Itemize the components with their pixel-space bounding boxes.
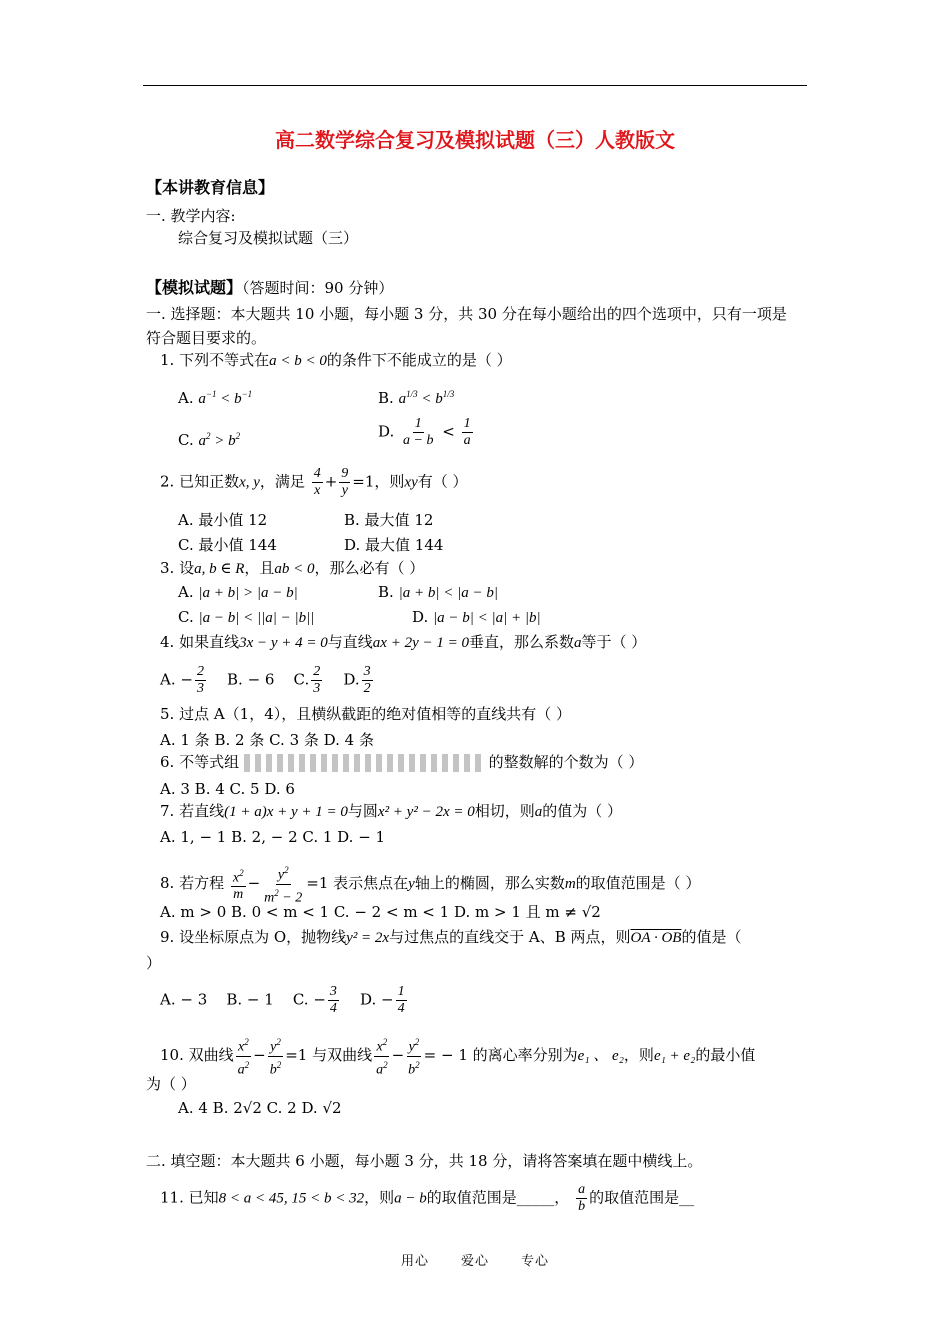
q9-a-label: A. − 3	[160, 990, 208, 1009]
q5-options: A. 1 条 B. 2 条 C. 3 条 D. 4 条	[160, 731, 374, 749]
q1-option-c: C. $a^2 > b^2$	[178, 431, 241, 449]
footer-c: 专心	[521, 1254, 550, 1269]
q1-c-label: C.	[178, 431, 194, 449]
info-content: 综合复习及模拟试题（三）	[178, 229, 359, 247]
exam-time: （答题时间：90 分钟）	[242, 279, 394, 297]
q3-b-expr: |a + b| < |a − b|	[398, 585, 498, 601]
q8-stem-b: =1 表示焦点在	[306, 874, 409, 893]
q3-cond: ab < 0	[274, 561, 315, 577]
q3-stem-a: 3. 设	[160, 559, 195, 577]
q3-option-a	[178, 582, 298, 603]
q1-stem-a: 1. 下列不等式在	[160, 351, 270, 369]
q9-d-label: D. −	[359, 990, 394, 1009]
q7-circle: x² + y² − 2x = 0	[377, 804, 475, 820]
q3-stem	[160, 558, 424, 579]
part1-intro-a: 一. 选择题：本大题共 10 小题，每小题 3 分，共 30 分在每小题给出的四个选项中，只有一项是	[146, 305, 787, 323]
q5-stem: 5. 过点 A（1，4），且横纵截距的绝对值相等的直线共有（ ）	[160, 705, 572, 723]
q9-stem	[160, 927, 742, 948]
q7-stem-b: 与圆	[347, 802, 378, 820]
q11-cond: 8 < a < 45, 15 < b < 32	[218, 1190, 365, 1207]
q7-options: A. 1, − 1 B. 2, − 2 C. 1 D. − 1	[160, 828, 386, 846]
q10-stem-d: ，则	[623, 1046, 654, 1065]
q1-d-label: D.	[378, 422, 395, 441]
q4-a-label: A. −	[160, 670, 193, 689]
q8-stem: 8. 若方程 $\frac{x^2}{m}$ − $\frac{y^2}{m^2 - 2}$ =1 表示焦点在y轴上的椭圆，那么实数m的取值范围是（ ）	[160, 862, 700, 906]
q8-stem-a: 8. 若方程	[160, 874, 225, 893]
q7-stem-a: 7. 若直线	[160, 802, 225, 820]
q1-stem-b: 的条件下不能成立的是（ ）	[326, 351, 512, 369]
q9-c-label: C. −	[292, 990, 326, 1009]
q2-stem: 2. 已知正数x, y，满足 $\frac{4}{x}$ + $\frac{9}{y}$ =1，则xy有（ ）	[160, 466, 468, 498]
q7-stem-c: 相切，则	[474, 802, 535, 820]
info-item: 一. 教学内容:	[146, 207, 236, 225]
q4-c-label: C.	[293, 670, 310, 689]
q3-c-label: C.	[178, 608, 194, 626]
q10-stem-b: =1 与双曲线	[285, 1046, 373, 1065]
q3-d-label: D.	[412, 608, 429, 626]
exam-heading-line	[146, 278, 393, 298]
q4-stem-b: 与直线	[327, 633, 373, 651]
q1-b-label: B.	[378, 389, 394, 407]
q2-option-a: A. 最小值 12	[178, 511, 268, 529]
q4-d-label: D.	[343, 670, 360, 689]
q11-stem-b: ，则	[364, 1188, 395, 1207]
q8-options: A. m > 0 B. 0 < m < 1 C. − 2 < m < 1 D. m > 1 且 m ≠ √2	[160, 903, 601, 921]
q7-a: a	[534, 804, 543, 820]
q3-set: a, b ∈ R	[194, 561, 245, 577]
q4-stem-d: 等于（ ）	[581, 633, 647, 651]
q9-stem-c: 的值是（	[681, 928, 742, 946]
q8-y: y	[408, 876, 415, 893]
q8-stem-c: 轴上的椭圆，那么实数	[414, 874, 565, 893]
footer-a: 用心	[400, 1254, 429, 1269]
q4-b-label: B. − 6	[227, 670, 275, 689]
q11-stem: 11. 已知8 < a < 45, 15 < b < 32，则a − b的取值范围是_____， $\frac{a}{b}$ 的取值范围是__	[160, 1182, 695, 1214]
q4-a: a	[574, 635, 582, 651]
q6-stem	[160, 752, 643, 772]
q8-stem-d: 的取值范围是（ ）	[575, 874, 701, 893]
q9-options: A. − 3 B. − 1 C. − $\frac{3}{4}$ D. − $\frac{1}{4}$	[160, 984, 405, 1016]
q3-option-c	[178, 607, 314, 628]
q9-stem-b: 与过焦点的直线交于 A、B 两点，则	[389, 928, 631, 946]
footer	[0, 1250, 950, 1269]
q4-stem-a: 4. 如果直线	[160, 633, 240, 651]
q4-line2: ax + 2y − 1 = 0	[372, 635, 469, 651]
q7-stem-d: 的值为（ ）	[542, 802, 623, 820]
q3-stem-b: ，且	[244, 559, 275, 577]
q9-dot-product: OA · OB	[630, 930, 682, 946]
q1-stem	[160, 350, 512, 371]
q9-parabola: y² = 2x	[346, 930, 390, 946]
q6-stem-b: 的整数解的个数为（ ）	[488, 753, 644, 771]
q3-a-expr: |a + b| > |a − b|	[198, 585, 298, 601]
q2-option-b: B. 最大值 12	[344, 511, 434, 529]
q3-option-b	[378, 582, 498, 603]
page-title: 高二数学综合复习及模拟试题（三）人教版文	[275, 128, 675, 152]
footer-b: 爱心	[460, 1254, 489, 1269]
q4-stem	[160, 632, 646, 653]
q9-stem-a: 9. 设坐标原点为 O，抛物线	[160, 928, 347, 946]
top-rule	[143, 85, 807, 86]
q3-c-expr: |a − b| < ||a| − |b||	[198, 610, 315, 626]
q10-stem-f: 为（ ）	[146, 1075, 196, 1093]
q1-cond: a < b < 0	[269, 353, 327, 369]
q3-option-d	[412, 607, 541, 628]
q10-stem-e: 的最小值	[695, 1046, 756, 1065]
q7-stem	[160, 801, 622, 822]
q6-inequality-system-image	[244, 754, 484, 772]
q2-stem-b: ，满足	[259, 472, 305, 491]
q9-b-label: B. − 1	[226, 990, 274, 1009]
q1-option-a: A. $a^{-1} < b^{-1}$	[178, 389, 253, 407]
q10-stem-a: 10. 双曲线	[160, 1046, 234, 1065]
q11-diff: a − b	[394, 1190, 427, 1207]
q10-options: A. 4 B. 2√2 C. 2 D. √2	[178, 1099, 342, 1117]
q3-d-expr: |a − b| < |a| + |b|	[433, 610, 541, 626]
exam-heading: 【模拟试题】	[146, 278, 243, 297]
q10-sum: e₁ + e₂	[653, 1048, 696, 1065]
q10-eccentricities: e₁ 、 e₂	[577, 1048, 624, 1065]
q2-eq: =1，则	[352, 472, 405, 491]
q6-stem-a: 6. 不等式组	[160, 753, 240, 771]
q7-line: (1 + a)x + y + 1 = 0	[224, 804, 348, 820]
part2-intro: 二. 填空题：本大题共 6 小题，每小题 3 分，共 18 分，请将答案填在题中横线上。	[146, 1152, 703, 1170]
q2-stem-a: 2. 已知正数	[160, 472, 240, 491]
q11-stem-a: 11. 已知	[160, 1188, 219, 1207]
q4-line1: 3x − y + 4 = 0	[239, 635, 328, 651]
q2-option-c: C. 最小值 144	[178, 536, 277, 554]
q9-stem-d: ）	[146, 954, 162, 972]
q2-option-d: D. 最大值 144	[344, 536, 444, 554]
info-heading: 【本讲教育信息】	[146, 178, 275, 197]
q8-m: m	[564, 876, 576, 893]
q1-option-d: D. $\frac{1}{a - b}$ < $\frac{1}{a}$	[378, 416, 471, 448]
q1-option-b: B. $a^{1/3} < b^{1/3}$	[378, 389, 455, 407]
q3-a-label: A.	[178, 583, 194, 601]
q4-stem-c: 垂直，那么系数	[468, 633, 574, 651]
q10-stem-c: = − 1 的离心率分别为	[423, 1046, 578, 1065]
q1-a-label: A.	[178, 389, 194, 407]
q6-options: A. 3 B. 4 C. 5 D. 6	[160, 780, 295, 798]
q11-stem-c: 的取值范围是_____，	[426, 1188, 570, 1207]
q3-b-label: B.	[378, 583, 394, 601]
q3-stem-c: ，那么必有（ ）	[314, 559, 425, 577]
q11-stem-d: 的取值范围是__	[589, 1188, 695, 1207]
q10-stem: 10. 双曲线 $\frac{x^2}{a^2}$ − $\frac{y^2}{b^2}$ =1 与双曲线 $\frac{x^2}{a^2}$ − $\frac{y^2}{b^2}$ = − 1 的离心率分别为e₁ 、 e₂，则e₁ + e₂的最小值	[160, 1034, 755, 1078]
q2-stem-c: 有（ ）	[417, 472, 468, 491]
q4-options: A. − $\frac{2}{3}$ B. − 6 C. $\frac{2}{3}$ D. $\frac{3}{2}$	[160, 664, 371, 696]
part1-intro-b: 符合题目要求的。	[146, 329, 267, 347]
q2-xy: xy	[404, 474, 418, 491]
q2-vars: x, y	[239, 474, 260, 491]
